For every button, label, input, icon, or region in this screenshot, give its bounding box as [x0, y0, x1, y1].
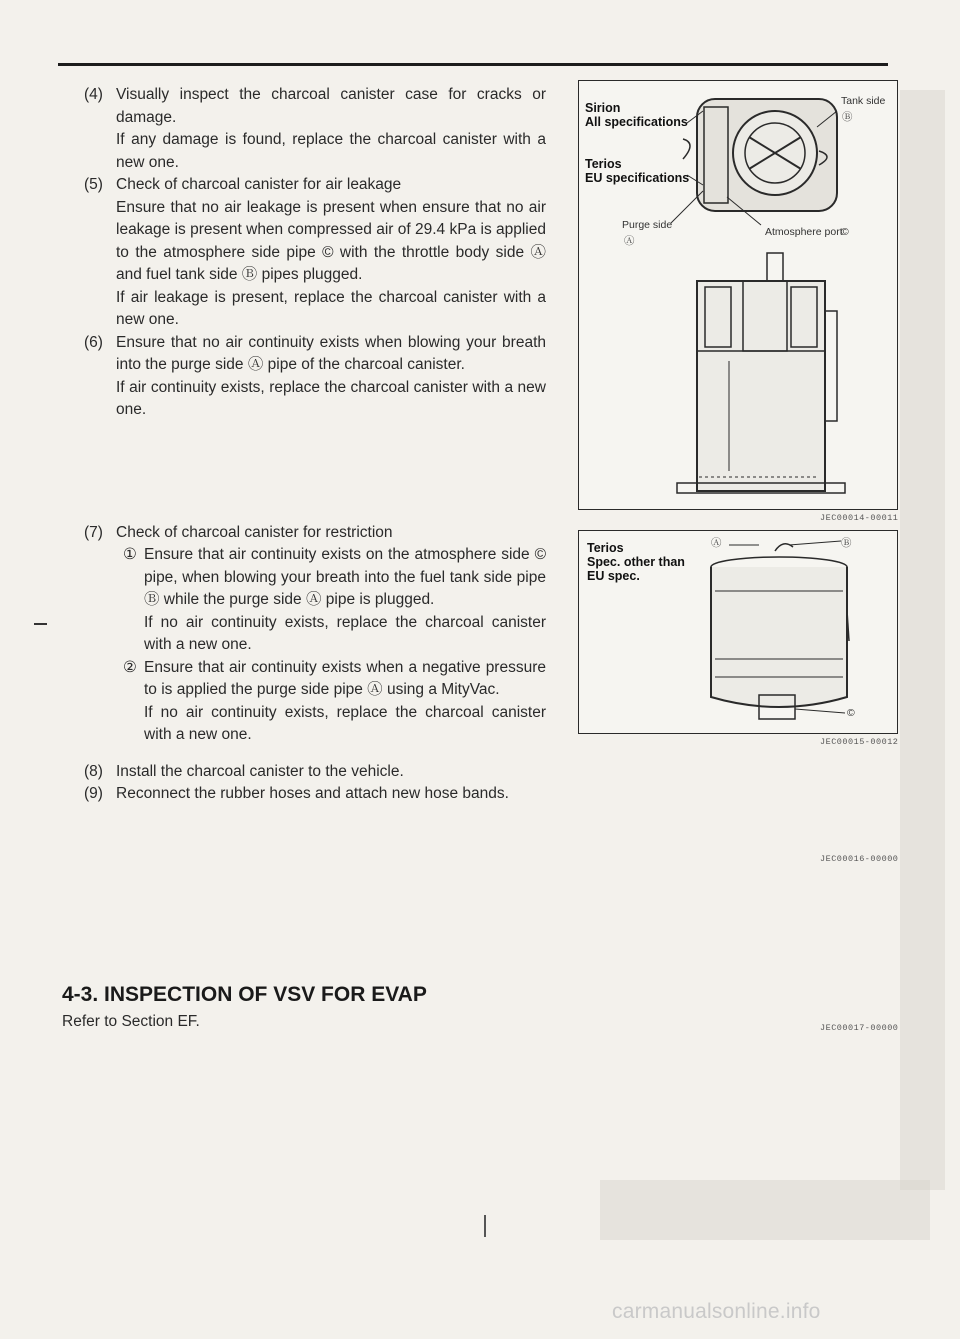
inspection-steps	[84, 84, 546, 806]
step-8	[84, 761, 546, 784]
step-text: Ensure that no air continuity exists when blowing your breath into the purge side Ⓐ pipe of the charcoal canister.	[116, 333, 546, 373]
step-number: (7)	[84, 523, 103, 541]
step-9	[84, 783, 546, 806]
label-eu-spec: EU spec.	[587, 569, 640, 583]
step-text: If no air continuity exists, replace the charcoal canister with a new one.	[144, 613, 546, 653]
bleed-through-block	[900, 90, 945, 1190]
label-terios: Terios	[585, 157, 622, 171]
step-text: If no air continuity exists, replace the charcoal canister with a new one.	[144, 703, 546, 743]
step-text: Reconnect the rubber hoses and attach new hose bands.	[116, 785, 509, 802]
step-text: Ensure that air continuity exists on the atmosphere side © pipe, when blowing your breath into the fuel tank side pipe Ⓑ while the purge side Ⓐ pipe is plugged.	[144, 546, 546, 608]
step-number: (9)	[84, 785, 103, 802]
section-title: 4-3. INSPECTION OF VSV FOR EVAP	[62, 983, 427, 1006]
label-mark-b: Ⓑ	[841, 537, 852, 549]
label-mark-b: Ⓑ	[842, 111, 853, 123]
figure2-code: JEC00015-00012	[820, 737, 899, 747]
step-4	[84, 84, 546, 174]
step-text: Install the charcoal canister to the vehicle.	[116, 762, 404, 780]
canister-drawing	[579, 81, 897, 509]
substep-2	[116, 657, 546, 747]
label-purge-side: Purge side	[622, 219, 673, 231]
figure1-code: JEC00014-00011	[820, 513, 899, 523]
step-5	[84, 174, 546, 332]
step-text: If any damage is found, replace the charcoal canister with a new one.	[116, 131, 546, 171]
step-number: (8)	[84, 762, 103, 780]
label-tank-side: Tank side	[841, 95, 886, 107]
page-mark	[484, 1215, 486, 1237]
step-text: Ensure that air continuity exists when a negative pressure to is applied the purge side pipe Ⓐ using a MityVac.	[144, 658, 546, 698]
step-7	[84, 522, 546, 747]
label-spec-other-than: Spec. other than	[587, 555, 685, 569]
label-mark-c: ©	[847, 707, 855, 719]
step-number: (5)	[84, 176, 103, 193]
step-number: (6)	[84, 333, 103, 351]
substep-number: ②	[123, 658, 137, 676]
step-text: If air continuity exists, replace the charcoal canister with a new one.	[116, 378, 546, 418]
canister-diagram-1	[578, 80, 898, 510]
label-terios: Terios	[587, 541, 624, 555]
label-mark-c: ©	[841, 226, 849, 238]
label-sirion: Sirion	[585, 101, 621, 115]
label-atmosphere-port: Atmosphere port	[765, 226, 843, 238]
watermark: carmanualsonline.info	[612, 1300, 821, 1323]
substep-number: ①	[123, 546, 137, 563]
label-all-specifications: All specifications	[585, 115, 688, 129]
section-code: JEC00017-00000	[820, 1023, 899, 1033]
label-mark-a: Ⓐ	[624, 235, 635, 247]
label-mark-a: Ⓐ	[711, 537, 722, 549]
label-eu-specifications: EU specifications	[585, 171, 690, 185]
step-text: Visually inspect the charcoal canister case for cracks or damage.	[116, 86, 546, 126]
steps-code: JEC00016-00000	[820, 854, 899, 864]
step-number: (4)	[84, 86, 103, 103]
step-text: If air leakage is present, replace the charcoal canister with a new one.	[116, 288, 546, 328]
canister-drawing-2	[579, 531, 897, 733]
step-text: Check of charcoal canister for air leakage	[116, 176, 402, 193]
margin-dash	[34, 623, 47, 625]
section-reference: Refer to Section EF.	[62, 1013, 200, 1030]
substep-1	[116, 544, 546, 657]
step-6	[84, 332, 546, 422]
canister-diagram-2	[578, 530, 898, 734]
step-text: Ensure that no air leakage is present when ensure that no air leakage is present when compressed air of 29.4 kPa is applied to the atmosphere side pipe © with the throttle body side Ⓐ and fuel tank side Ⓑ pipes plugged.	[116, 198, 546, 283]
bleed-through-block	[600, 1180, 930, 1240]
top-rule	[58, 63, 888, 66]
step-title: Check of charcoal canister for restriction	[116, 523, 393, 541]
